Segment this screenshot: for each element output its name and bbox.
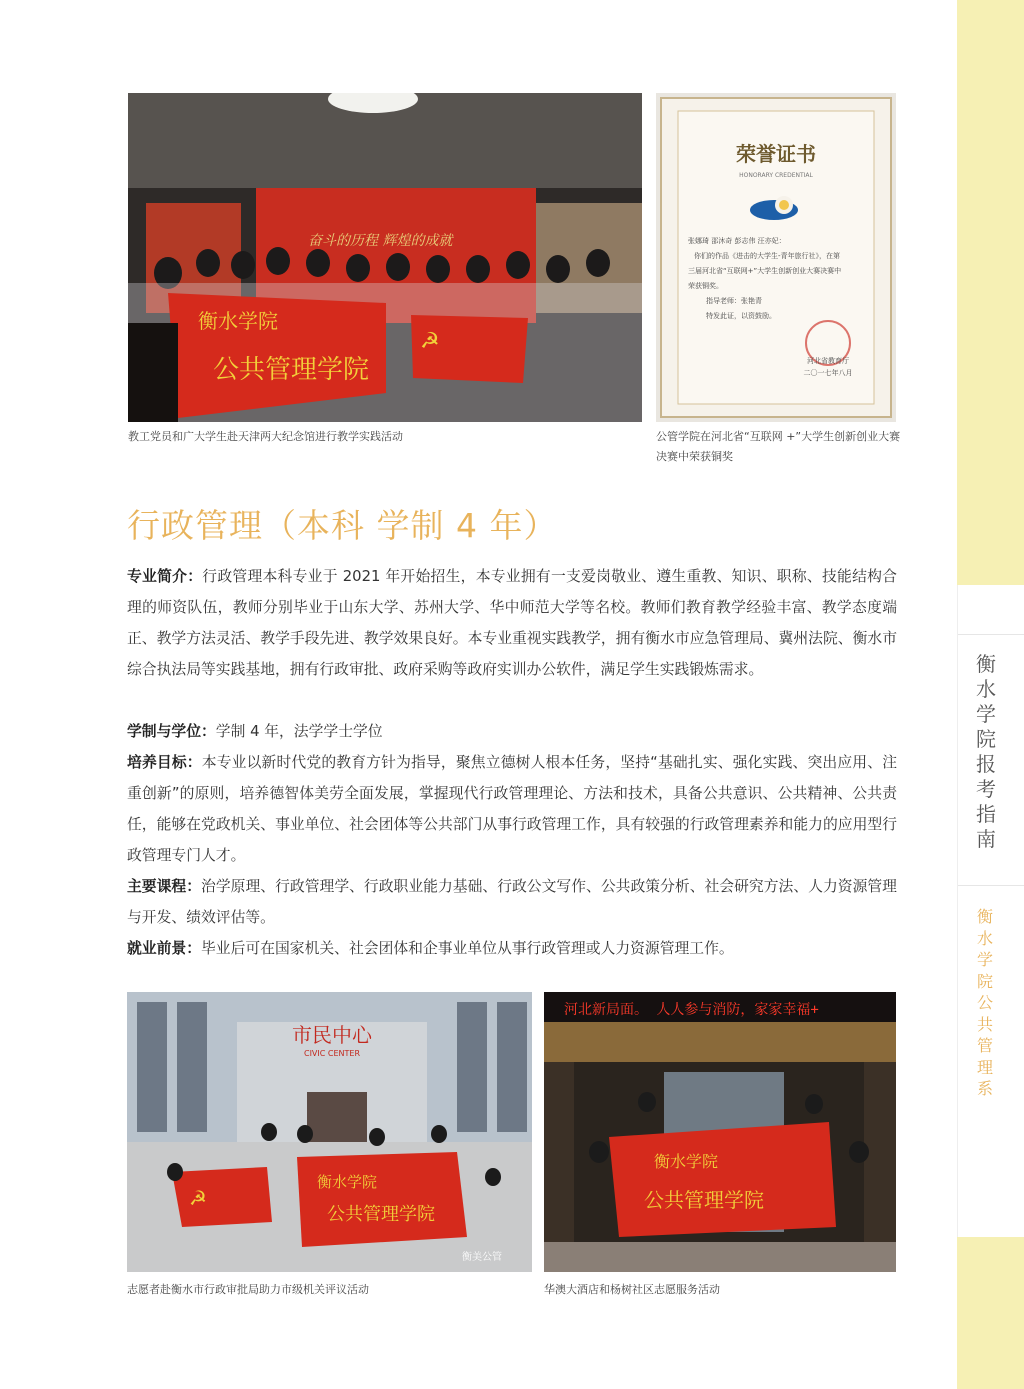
photo-memorial-visit bbox=[128, 93, 642, 422]
sidebar-divider bbox=[958, 634, 1024, 635]
wall-text: 奋斗的历程 辉煌的成就 bbox=[308, 233, 453, 249]
intro-label: 专业简介： bbox=[127, 568, 203, 585]
cert-line: 张娜琦 邵沐奇 彭志伟 汪亦妃： bbox=[688, 237, 786, 245]
cert-issuer: 河北省教育厅 bbox=[807, 357, 849, 365]
course-label: 主要课程： bbox=[127, 878, 202, 895]
watermark: 衡美公管 bbox=[462, 1252, 502, 1263]
sign-cn: 市民中心 bbox=[292, 1023, 372, 1047]
banner-text: 公共管理学院 bbox=[327, 1204, 435, 1225]
intro-paragraph bbox=[127, 561, 897, 685]
sidebar-department: 衡水学院公共管理系 bbox=[976, 907, 993, 1098]
course-text: 治学原理、行政管理学、行政职业能力基础、行政公文写作、公共政策分析、社会研究方法、人力资源管理与开发、绩效评估等。 bbox=[127, 878, 897, 926]
banner-text: 公共管理学院 bbox=[644, 1188, 764, 1212]
cert-subtitle: HONORARY CREDENTIAL bbox=[739, 172, 813, 179]
sign-en: CIVIC CENTER bbox=[303, 1049, 361, 1058]
banner-text: 公共管理学院 bbox=[213, 355, 370, 385]
career-paragraph bbox=[127, 933, 897, 964]
banner-text: 衡水学院 bbox=[198, 309, 278, 333]
goal-paragraph bbox=[127, 747, 897, 871]
sidebar-title: 衡水学院 报考指南 bbox=[976, 652, 996, 851]
photo-caption: 教工党员和广大学生赴天津两大纪念馆进行教学实践活动 bbox=[128, 430, 403, 443]
sidebar-bottom-band bbox=[957, 1237, 1024, 1389]
cert-date: 二〇一七年八月 bbox=[803, 369, 853, 377]
photo-caption: 志愿者赴衡水市行政审批局助力市级机关评议活动 bbox=[127, 1283, 369, 1296]
cert-line: 特发此证，以资鼓励。 bbox=[706, 312, 776, 320]
photo-caption: 华澳大酒店和杨树社区志愿服务活动 bbox=[544, 1283, 720, 1296]
career-label: 就业前景： bbox=[127, 940, 201, 957]
photo-civic-center bbox=[127, 992, 532, 1272]
degree-text: 学制 4 年，法学学士学位 bbox=[215, 723, 383, 740]
goal-text: 本专业以新时代党的教育方针为指导，聚焦立德树人根本任务，坚持“基础扎实、强化实践、突出应用、注重创新”的原则，培养德智体美劳全面发展，掌握现代行政管理理论、方法和技术，具备公共意识、公共精神、公共责任，能够在党政机关、事业单位、社会团体等公共部门从事行政管理工作，具有较强的行政管理素养和能力的应用型行政管理专门人才。 bbox=[127, 754, 897, 864]
banner-text: 衡水学院 bbox=[654, 1152, 719, 1171]
cert-line: 指导老师：张艳青 bbox=[706, 297, 762, 305]
photo-caption: 公管学院在河北省“互联网 +”大学生创新创业大赛决赛中荣获铜奖 bbox=[656, 430, 901, 463]
banner-text: 衡水学院 bbox=[317, 1173, 378, 1191]
intro-text: 行政管理本科专业于 2021 年开始招生，本专业拥有一支爱岗敬业、遵生重教、知识、职称、技能结构合理的师资队伍，教师分别毕业于山东大学、苏州大学、华中师范大学等名校。教师们教育教学经验丰富、教学态度端正、教学方法灵活、教学手段先进、教学效果良好。本专业重视实践教学，拥有衡水市应急管理局、冀州法院、衡水市综合执法局等实践基地，拥有行政审批、政府采购等政府实训办公软件，满足学生实践锻炼需求。 bbox=[127, 568, 897, 678]
svg-text:☭: ☭ bbox=[189, 1186, 207, 1210]
sidebar-top-band bbox=[957, 0, 1024, 585]
career-text: 毕业后可在国家机关、社会团体和企事业单位从事行政管理或人力资源管理工作。 bbox=[201, 940, 734, 957]
svg-text:☭: ☭ bbox=[420, 329, 440, 354]
cert-line: 三届河北省“互联网+”大学生创新创业大赛决赛中 bbox=[688, 267, 842, 275]
goal-label: 培养目标： bbox=[127, 754, 202, 771]
cert-line: 你们的作品《进击的大学生-青年旅行社》，在第 bbox=[694, 252, 841, 260]
degree-paragraph bbox=[127, 716, 897, 747]
sidebar-divider bbox=[958, 885, 1024, 886]
led-text: 河北新局面。 人人参与消防，家家幸福+ bbox=[564, 1002, 819, 1018]
photo-hotel-community bbox=[544, 992, 896, 1272]
section-heading: 行政管理（本科 学制 4 年） bbox=[127, 506, 558, 545]
cert-title: 荣誉证书 bbox=[736, 142, 816, 166]
photo-certificate bbox=[656, 93, 896, 422]
course-paragraph bbox=[127, 871, 897, 933]
degree-label: 学制与学位： bbox=[127, 723, 216, 740]
cert-line: 荣获铜奖。 bbox=[688, 282, 723, 290]
